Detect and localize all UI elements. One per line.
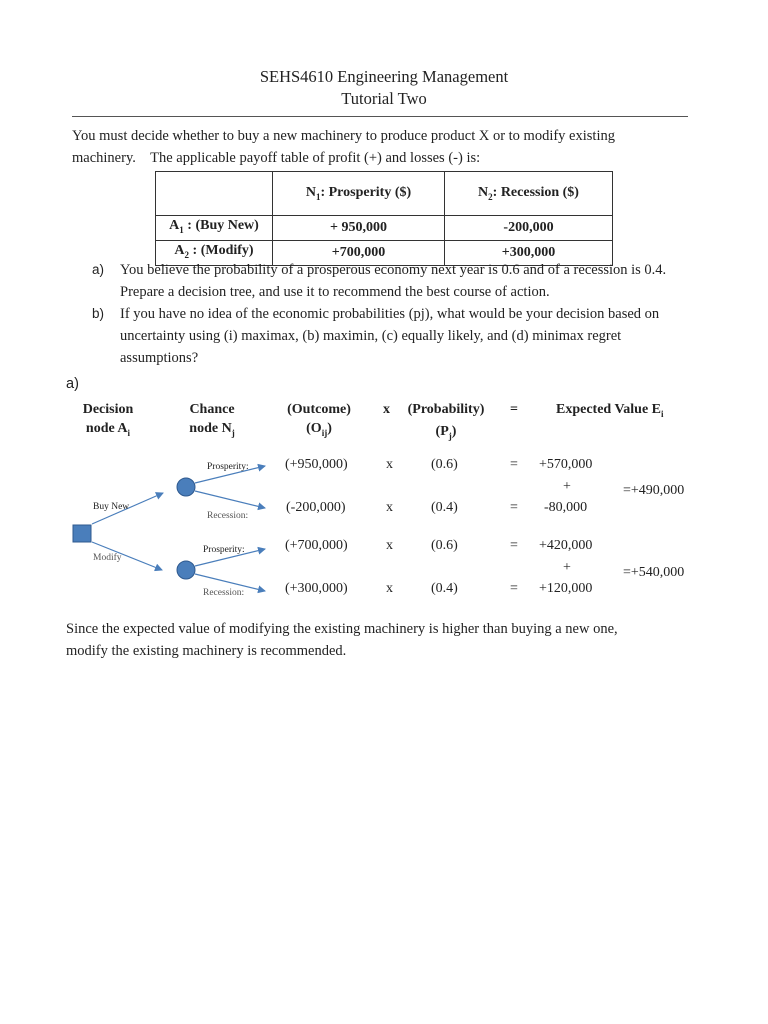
question-text: You believe the probability of a prosperous economy next year is 0.6 and of a recession is 0.4. Prepare a decision tree, and use it to recommend the best course of action. [120,262,667,300]
row-equals: = [510,457,518,472]
table-cell: -200,000 [445,216,613,241]
row2-sub: 2 [184,249,190,260]
branch-label-prosperity: Prosperity: [207,462,249,472]
row-probability: (0.6) [431,538,458,553]
conclusion-paragraph [66,618,696,662]
row-times: x [386,538,393,553]
header-ev-sub: i [661,408,664,419]
header-prob-close: ) [451,424,457,439]
row-expected-value: -80,000 [544,500,588,515]
chance-node-modify [177,561,195,579]
header-outcome-line1: (Outcome) [287,402,351,417]
row-probability: (0.4) [431,581,458,596]
col1-rest: : Prosperity ($) [320,185,412,201]
question-marker: b) [92,306,105,321]
branch-label-modify: Modify [93,553,122,563]
row-probability: (0.6) [431,457,458,472]
branch-label-buy-new: Buy New [93,502,130,512]
branch-label-prosperity: Prosperity: [203,545,245,555]
header-prob-sub: j [448,430,452,441]
plus-sign: + [563,479,571,494]
tutorial-title: Tutorial Two [341,89,427,108]
col1-main: N [305,185,316,201]
row1-sub: 1 [179,224,184,235]
question-text: If you have no idea of the economic probabilities (pj), what would be your decision based on uncertainty using (i) maximax, (b) maximin, (c) equally likely, and (d) minimax regret assumptions? [120,306,660,366]
header-outcome-close: ) [327,421,332,436]
header-decision-sub: i [127,427,131,438]
row-times: x [386,500,393,515]
header-decision-line2: node A [85,421,128,436]
col2-rest: : Recession ($) [492,185,579,201]
header-ev-text: Expected Value E [556,402,662,417]
branch-recession-arrow [195,491,265,508]
header-chance-line1: Chance [189,402,235,417]
intro-line-2: machinery. The applicable payoff table of profit (+) and losses (-) is: [72,150,481,166]
header-prob-line2: (P [435,424,449,439]
row-outcome: (+300,000) [285,581,348,596]
row-outcome: (+700,000) [285,538,348,553]
total-modify: =+540,000 [623,565,685,580]
plus-sign: + [563,560,571,575]
table-cell: +700,000 [273,240,445,265]
row2-rest: : (Modify) [189,242,254,258]
answer-label: a) [66,376,79,392]
row2-main: A [174,242,185,258]
col2-main: N [478,185,489,201]
row-outcome: (+950,000) [285,457,348,472]
header-equals: = [510,402,518,417]
table-cell: + 950,000 [273,216,445,241]
row-equals: = [510,581,518,596]
row-equals: = [510,500,518,515]
header-times: x [383,402,390,417]
conclusion-line-1: Since the expected value of modifying the existing machinery is higher than buying a new one, [66,621,618,637]
total-buy-new: =+490,000 [623,483,685,498]
intro-line-1: You must decide whether to buy a new machinery to produce product X or to modify existing [72,128,615,144]
decision-node-square [73,525,91,542]
header-prob-line1: (Probability) [407,402,485,417]
branch-label-recession: Recession: [203,588,245,598]
branch-label-recession: Recession: [207,511,249,521]
row-expected-value: +570,000 [539,457,593,472]
table-cell: +300,000 [445,240,613,265]
header-chance-line2: node N [189,421,232,436]
row1-rest: : (Buy New) [183,218,259,233]
row-probability: (0.4) [431,500,458,515]
chance-node-buy-new [177,478,195,496]
conclusion-line-2: modify the existing machinery is recommended. [66,643,347,659]
row-expected-value: +120,000 [539,581,593,596]
col1-sub: 1 [315,191,321,202]
course-title: SEHS4610 Engineering Management [259,67,509,86]
row-times: x [386,457,393,472]
row-outcome: (-200,000) [286,500,346,515]
header-chance-sub: j [231,427,235,438]
header-outcome-sub: ij [321,427,328,438]
question-marker: a) [92,262,105,277]
row-equals: = [510,538,518,553]
header-outcome-line2: (O [306,421,322,436]
header-decision-line1: Decision [82,402,134,417]
row1-main: A [169,218,180,233]
col2-sub: 2 [488,191,493,202]
row-times: x [386,581,393,596]
row-expected-value: +420,000 [539,538,593,553]
